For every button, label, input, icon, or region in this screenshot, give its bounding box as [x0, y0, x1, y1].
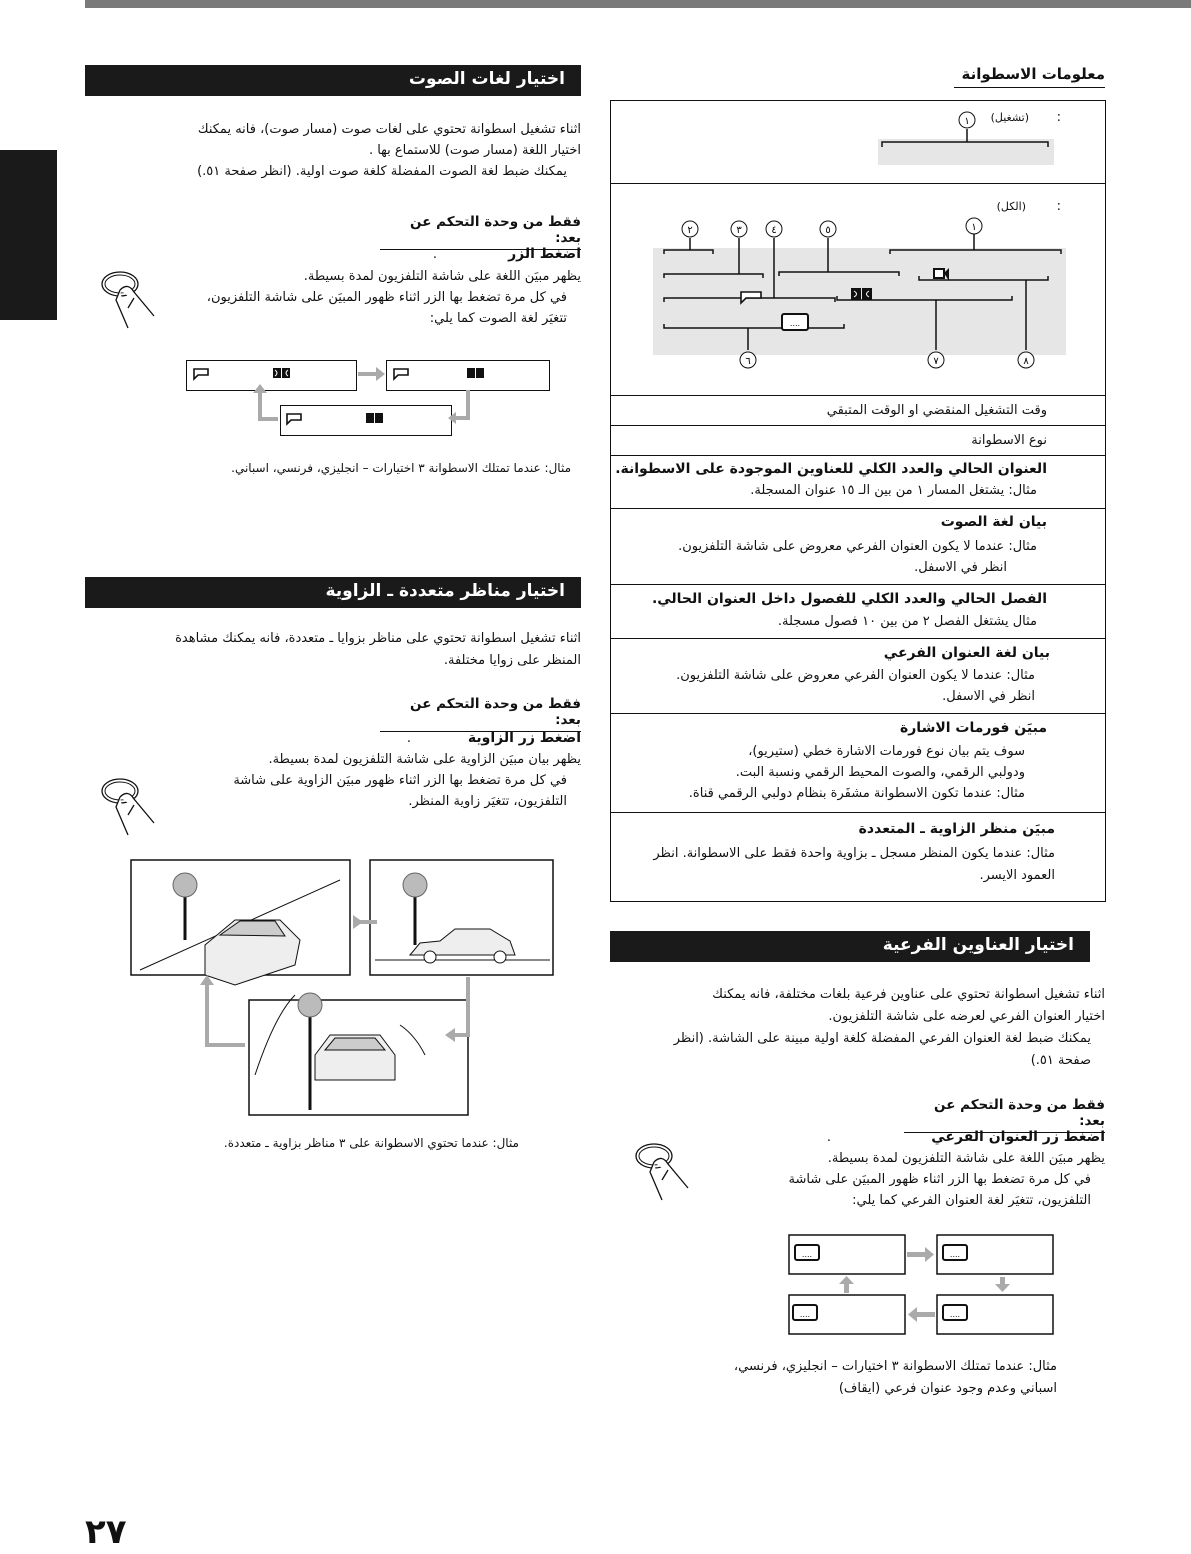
- car-scene-angle-3: [249, 993, 468, 1115]
- row-line: انظر في الاسفل.: [942, 689, 1035, 704]
- row-line: مثال: عندما يكون المنظر مسجل ـ بزاوية واحدة فقط على الاسطوانة. انظر: [653, 846, 1055, 861]
- subtitle-para-2: اختيار العنوان الفرعي لعرضه على شاشة التلفزيون.: [828, 1009, 1105, 1024]
- callout-number: ١: [964, 116, 970, 127]
- subtitle-remote-only-heading: فقط من وحدة التحكم عن بعد:: [904, 1097, 1105, 1133]
- audio-icons-and-arrows: [180, 355, 560, 445]
- subtitle-line-2: في كل مرة تضغط بها الزر اثناء ظهور المبيَن على شاشة: [788, 1172, 1091, 1187]
- audio-para-3: يمكنك ضبط لغة الصوت المفضلة كلغة صوت اولية. (انظر صفحة ٥١.): [197, 164, 567, 179]
- row-title: بيان لغة الصوت: [940, 514, 1047, 530]
- audio-press-dot: .: [432, 247, 437, 262]
- callout-number: ٣: [736, 225, 742, 236]
- section-tab: [0, 150, 57, 320]
- row1-label: (تشغيل): [990, 111, 1029, 124]
- subtitle-example-1: مثال: عندما تمتلك الاسطوانة ٣ اختيارات – انجليزي، فرنسي،: [733, 1359, 1057, 1374]
- row2: [611, 183, 1105, 395]
- row-title: مبيَن فورمات الاشارة: [899, 720, 1047, 736]
- subtitle-example-2: اسباني وعدم وجود عنوان فرعي (ايقاف): [838, 1381, 1057, 1396]
- svg-text:....: ....: [789, 319, 801, 328]
- row1-display-diagram: [871, 109, 1061, 169]
- row2-label: (الكل): [996, 200, 1026, 213]
- disc-info-title: معلومات الاسطوانة: [954, 64, 1105, 88]
- row2-display-diagram: [651, 194, 1071, 394]
- row-line: ودولبي الرقمي، والصوت المحيط الرقمي ونسبة البت.: [735, 765, 1025, 780]
- audio-press-instruction: اضغط الزر: [508, 246, 581, 262]
- angle-para-2: المنظر على زوايا مختلفة.: [443, 653, 581, 668]
- angle-example: مثال: عندما تحتوي الاسطوانة على ٣ مناظر بزاوية ـ متعددة.: [223, 1136, 519, 1150]
- angle-para-1: اثناء تشغيل اسطوانة تحتوي على مناظر بزوايا ـ متعددة، فانه يمكنك مشاهدة: [175, 631, 581, 646]
- callout-number: ٥: [825, 225, 831, 236]
- row-line: انظر في الاسفل.: [914, 560, 1007, 575]
- angle-header: اختيار مناظر متعددة ـ الزاوية: [85, 577, 581, 608]
- audio-example: مثال: عندما تمتلك الاسطوانة ٣ اختيارات – انجليزي، فرنسي، اسباني.: [231, 461, 571, 475]
- row-title: مبيَن منظر الزاوية ـ المتعددة: [858, 821, 1055, 837]
- angle-line-3: التلفزيون، تتغيَر زاوية المنظر.: [408, 794, 567, 809]
- audio-language-header: اختيار لغات الصوت: [85, 65, 581, 96]
- svg-text:....: ....: [799, 1310, 811, 1319]
- hand-press-icon: [98, 775, 168, 837]
- subtitle-line-3: التلفزيون، تتغيَر لغة العنوان الفرعي كما يلي:: [852, 1193, 1091, 1208]
- row-line: مثال: عندما لا يكون العنوان الفرعي معروض على شاشة التلفزيون.: [678, 539, 1037, 554]
- subtitle-header: اختيار العناوين الفرعية: [610, 931, 1090, 962]
- callout-number: ٢: [687, 225, 693, 236]
- callout-number: ٤: [771, 225, 777, 236]
- callout-number: ٦: [745, 356, 751, 367]
- audio-line-1: يظهر مبيَن اللغة على شاشة التلفزيون لمدة بسيطة.: [303, 269, 581, 284]
- audio-line-3: تتغيَر لغة الصوت كما يلي:: [429, 311, 567, 326]
- row-title: الفصل الحالي والعدد الكلي للفصول داخل العنوان الحالي.: [651, 591, 1047, 607]
- audio-para-1: اثناء تشغيل اسطوانة تحتوي على لغات صوت (مسار صوت)، فانه يمكنك: [197, 122, 581, 137]
- svg-text:....: ....: [801, 1250, 813, 1259]
- audio-line-2: في كل مرة تضغط بها الزر اثناء ظهور المبيَن على شاشة التلفزيون،: [206, 290, 567, 305]
- car-scene-angle-1: [131, 860, 350, 985]
- top-rule: [85, 0, 1191, 8]
- svg-text:....: ....: [949, 1310, 961, 1319]
- row-line: سوف يتم بيان نوع فورمات الاشارة خطي (ستيريو)،: [748, 744, 1025, 759]
- row-line: مثال يشتغل الفصل ٢ من بين ١٠ فصول مسجلة.: [777, 614, 1037, 629]
- angle-line-2: في كل مرة تضغط بها الزر اثناء ظهور مبيَن الزاوية على شاشة: [233, 773, 567, 788]
- angle-remote-only-heading: فقط من وحدة التحكم عن بعد:: [380, 696, 581, 732]
- audio-para-2: اختيار اللغة (مسار صوت) للاستماع بها .: [368, 143, 581, 158]
- subtitle-para-3: يمكنك ضبط لغة العنوان الفرعي المفضلة كلغة اولية مبينة على الشاشة. (انظر: [673, 1031, 1091, 1046]
- angle-line-1: يظهر بيان مبيَن الزاوية على شاشة التلفزيون لمدة بسيطة.: [268, 752, 581, 767]
- subtitle-press-dot: .: [826, 1130, 831, 1145]
- hand-press-icon: [98, 268, 168, 330]
- callout-number: ٧: [933, 356, 939, 367]
- subtitle-para-4: صفحة ٥١.): [1030, 1053, 1091, 1068]
- subtitle-line-1: يظهر مبيَن اللغة على شاشة التلفزيون لمدة بسيطة.: [827, 1151, 1105, 1166]
- disc-info-table: [610, 100, 1106, 902]
- row-title: وقت التشغيل المنقضي او الوقت المتبقي: [826, 403, 1047, 418]
- subtitle-para-1: اثناء تشغيل اسطوانة تحتوي على عناوين فرعية بلغات مختلفة، فانه يمكنك: [712, 987, 1105, 1002]
- row1-colon: :: [1056, 110, 1061, 125]
- speech-bubble-icon: [194, 369, 208, 379]
- angle-press-dot: .: [406, 731, 411, 746]
- car-scene-angle-2: [370, 860, 553, 975]
- angle-scene-diagram: [125, 855, 565, 1120]
- row-title: العنوان الحالي والعدد الكلي للعناوين الموجودة على الاسطوانة.: [615, 461, 1047, 477]
- row-title: بيان لغة العنوان الفرعي: [883, 645, 1050, 661]
- subtitle-icon: [782, 314, 808, 330]
- callout-number: ١: [971, 222, 977, 233]
- row-title: نوع الاسطوانة: [971, 433, 1047, 448]
- subtitle-press-instruction: اضغط زر العنوان الفرعي: [931, 1129, 1105, 1145]
- row-line: مثال: عندما لا يكون العنوان الفرعي معروض على شاشة التلفزيون.: [676, 668, 1035, 683]
- hand-press-icon: [632, 1140, 702, 1202]
- row2-colon: :: [1056, 199, 1061, 214]
- svg-text:....: ....: [949, 1250, 961, 1259]
- callout-number: ٨: [1023, 356, 1029, 367]
- audio-remote-only-heading: فقط من وحدة التحكم عن بعد:: [380, 214, 581, 250]
- page-number: ٢٧: [85, 1512, 127, 1552]
- angle-press-instruction: اضغط زر الزاوية: [467, 730, 581, 746]
- row-line: مثال: يشتغل المسار ١ من بين الـ ١٥ عنوان المسجلة.: [750, 483, 1037, 498]
- row-line: مثال: عندما تكون الاسطوانة مشفَرة بنظام دولبي الرقمي قناة.: [688, 786, 1025, 801]
- row-line: العمود الايسر.: [979, 868, 1055, 883]
- subtitle-cycle-diagram: [785, 1230, 1060, 1340]
- dolby-icon: [273, 368, 290, 378]
